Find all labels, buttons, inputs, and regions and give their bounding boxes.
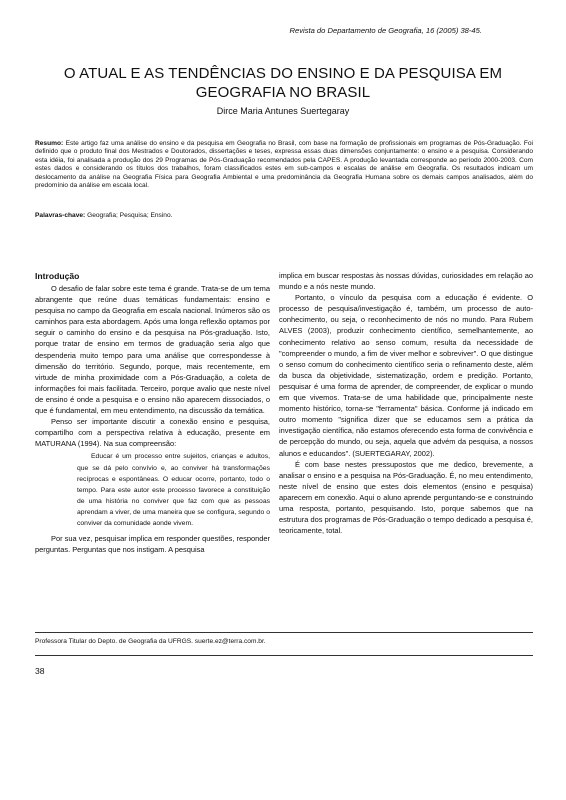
footnote: Professora Titular do Depto. de Geografia da UFRGS. suerte.ez@terra.com.br. — [35, 638, 266, 645]
footnote-divider — [35, 632, 533, 633]
paper-title — [20, 64, 546, 102]
paragraph: Penso ser importante discutir a conexão ensino e pesquisa, compartilho com a perspectiva relativa à educação, presente em MATURANA (1994). Na sua compreensão: — [35, 417, 270, 449]
title-line-1: O ATUAL E AS TENDÊNCIAS DO ENSINO E DA PESQUISA EM — [63, 65, 503, 82]
journal-citation: Revista do Departamento de Geografia, 16 (2005) 38-45. — [289, 26, 482, 35]
paragraph: implica em buscar respostas às nossas dúvidas, curiosidades em relação ao mundo e a nós neste mundo. — [279, 271, 533, 292]
paragraph: O desafio de falar sobre este tema é grande. Trata-se de um tema abrangente que reúne duas temáticas fundamentais: ensino e pesquisa no campo da Geografia em escala nacional. Inúmeros são os caminhos para esta abordagem. Após uma longa reflexão optamos por seguir o caminho do ensino e da pesquisa na Pós-graduação. Isto, porque tratar de ensino em termos de graduação seria algo que despenderia muito tempo para uma análise que correspondesse à dimensão do território. Segundo, porque, mais recentemente, em virtude de minha proximidade com a Pós-Graduação, a coleta de informações foi mais facilitada. Terceiro, porque avalio que neste nível de ensino é onde a pesquisa e o ensino não aparecem dissociados, o que é fundamental, em meu entendimento, na discussão da temática. — [35, 284, 270, 416]
abstract-text: Este artigo faz uma análise do ensino e da pesquisa em Geografia no Brasil, com base na formação de profissionais em programas de Pós-Graduação. Foi definido que o produto final dos Mestrados e Doutorados, dissertações e teses, expressa essas duas dimensões conjuntamente: o ensino e a pesquisa. Considerando esta idéia, foi analisada a produção dos 29 Programas de Pós-Graduação recomendados pela CAPES. A produção levantada corresponde ao período 2000-2003. Com estes dados e considerando os títulos dos trabalhos, foram classificados estes em sub-campos e escalas de análise em Geografia. Os resultados indicam um deslocamento da análise na Geografia Física para Geografia Ambiental e uma predominância da Geografia Humana sobre os demais campos analisados, além do predomínio da análise em escala local. — [35, 140, 533, 190]
page-divider — [35, 655, 533, 656]
section-heading-introducao: Introdução — [35, 271, 80, 281]
paragraph: Portanto, o vínculo da pesquisa com a educação é evidente. O processo de pesquisa/investigação é, também, um processo de auto-conhecimento, ou seja, o reconhecimento de nós no mundo. Para Rubem ALVES (2003), produzir conhecimento científico, semelhantemente, ao conhecimento relativo ao senso comum, resulta da necessidade de "compreender o mundo, a fim de viver melhor e sobreviver". O que distingue o senso comum do conhecimento científico seria o refinamento deste, além da busca da objetividade, sistematização, ordem e predição. Portanto, pesquisar é uma forma de aprender, de compreender, de explicar o mundo em que vivemos. Trata-se de uma habilidade que, principalmente neste momento histórico, torna-se "ferramenta" básica. Conforme já indicado em outro momento "significa dizer que se educamos sem a prática da investigação científica, não estamos oferecendo esta forma de convivência e de percepção do mundo, ou seja, aquela que advém da pesquisa, a nossos alunos e educandos". (SUERTEGARAY, 2002). — [279, 293, 533, 458]
abstract-label: Resumo: — [35, 140, 64, 147]
title-line-2: GEOGRAFIA NO BRASIL — [195, 84, 371, 101]
left-column — [35, 270, 270, 555]
keywords — [35, 212, 172, 219]
paragraph: É com base nestes pressupostos que me dedico, brevemente, a analisar o ensino e a pesquisa na Pós-Graduação. É, no meu entendimento, neste nível de ensino que estes dois elementos (ensino e pesquisa) aparecem em conexão. Aqui o aluno aprende perguntando-se e construindo uma resposta, portanto, pesquisando. Isto, porque sabemos que na estrutura dos programas de Pós-Graduação o tempo dedicado a pesquisa é, teoricamente, total. — [279, 459, 533, 536]
keywords-label: Palavras-chave: — [35, 212, 86, 219]
page-number: 38 — [35, 666, 45, 676]
abstract — [35, 140, 533, 190]
author-name: Dirce Maria Antunes Suertegaray — [216, 106, 350, 116]
paragraph: Por sua vez, pesquisar implica em responder questões, responder perguntas. Perguntas que nos instigam. A pesquisa — [35, 534, 270, 555]
right-column — [279, 270, 533, 536]
block-quote: Educar é um processo entre sujeitos, crianças e adultos, que se dá pelo convívio e, ao conviver há transformações recíprocas e espontâneas. O educar ocorre, portanto, todo o tempo. Para este autor este processo favorece a constituição de uma história no conviver que faz com que as pessoas aprendam a viver, de uma maneira que se configura, segundo o conviver da comunidade aonde vivem. — [77, 453, 270, 527]
keywords-text: Geografia; Pesquisa; Ensino. — [85, 212, 173, 219]
